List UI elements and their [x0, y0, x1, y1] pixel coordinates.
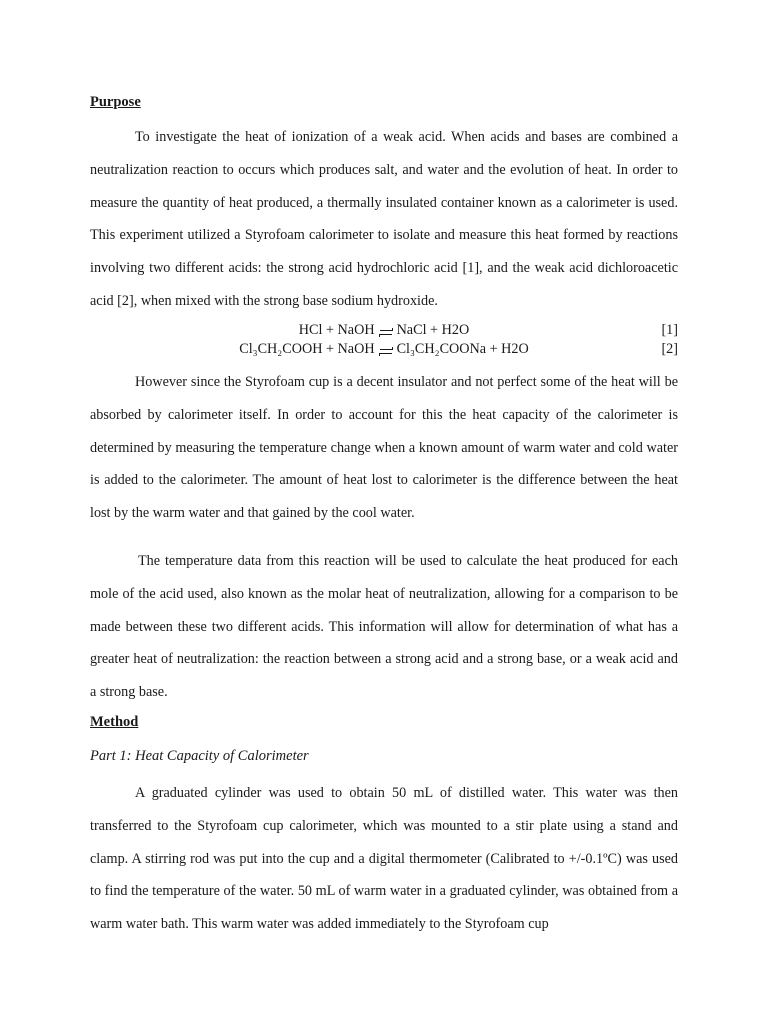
calorimeter-paragraph: [90, 366, 678, 542]
equation-1-number: [1]: [661, 322, 678, 338]
equation-1: [90, 321, 678, 339]
equation-1-reactants: HCl + NaOH: [298, 322, 375, 338]
equation-2-products: Cl₃CH₂COONa + H2O: [396, 341, 529, 357]
equation-2-number: [2]: [661, 341, 678, 357]
part1-title: Part 1: Heat Capacity of Calorimeter: [90, 748, 309, 764]
calorimeter-text: However since the Styrofoam cup is a decent insulator and not perfect some of the heat will be absorbed by calorimeter itself. In order to account for this the heat capacity of the calorimeter is determined by measuring the temperature change when a known amount of warm water and cold water is added to the calorimeter. The amount of heat lost to calorimeter is the difference between the heat lost by the warm water and that gained by the cool water.: [90, 374, 678, 522]
equation-2-formula: [90, 340, 678, 358]
equilibrium-arrow-icon: [379, 327, 393, 337]
comparison-text: The temperature data from this reaction will be used to calculate the heat produced for each mole of the acid used, also known as the molar heat of neutralization, allowing for a comparison to be made between these two different acids. This information will allow for determination of what has a greater heat of neutralization: the reaction between a strong acid and a strong base, or a weak acid and a strong base.: [90, 553, 678, 701]
method-heading: Method: [90, 714, 139, 730]
equation-2: [90, 340, 678, 358]
equation-1-formula: [90, 321, 678, 339]
equilibrium-arrow-icon: [379, 346, 393, 356]
method-paragraph: [90, 777, 678, 941]
purpose-text: To investigate the heat of ionization of a weak acid. When acids and bases are combined a neutralization reaction to occurs which produces salt, and water and the evolution of heat. In order to measure the quantity of heat produced, a thermally insulated container known as a calorimeter is used. This experiment utilized a Styrofoam calorimeter to isolate and measure this heat formed by reactions involving two different acids: the strong acid hydrochloric acid [1], and the weak acid dichloroacetic acid [2], when mixed with the strong base sodium hydroxide.: [90, 129, 678, 309]
method-text: A graduated cylinder was used to obtain 50 mL of distilled water. This water was then transferred to the Styrofoam cup calorimeter, which was mounted to a stir plate using a stand and clamp. A stirring rod was put into the cup and a digital thermometer (Calibrated to +/-0.1ºC) was used to find the temperature of the water. 50 mL of warm water in a graduated cylinder, was obtained from a warm water bath. This warm water was added immediately to the Styrofoam cup: [90, 785, 678, 933]
purpose-paragraph: [90, 121, 678, 315]
purpose-heading: Purpose: [90, 94, 141, 110]
equation-2-reactants: Cl₃CH₂COOH + NaOH: [239, 341, 375, 357]
comparison-paragraph: [90, 545, 678, 709]
equation-1-products: NaCl + H2O: [396, 322, 470, 338]
